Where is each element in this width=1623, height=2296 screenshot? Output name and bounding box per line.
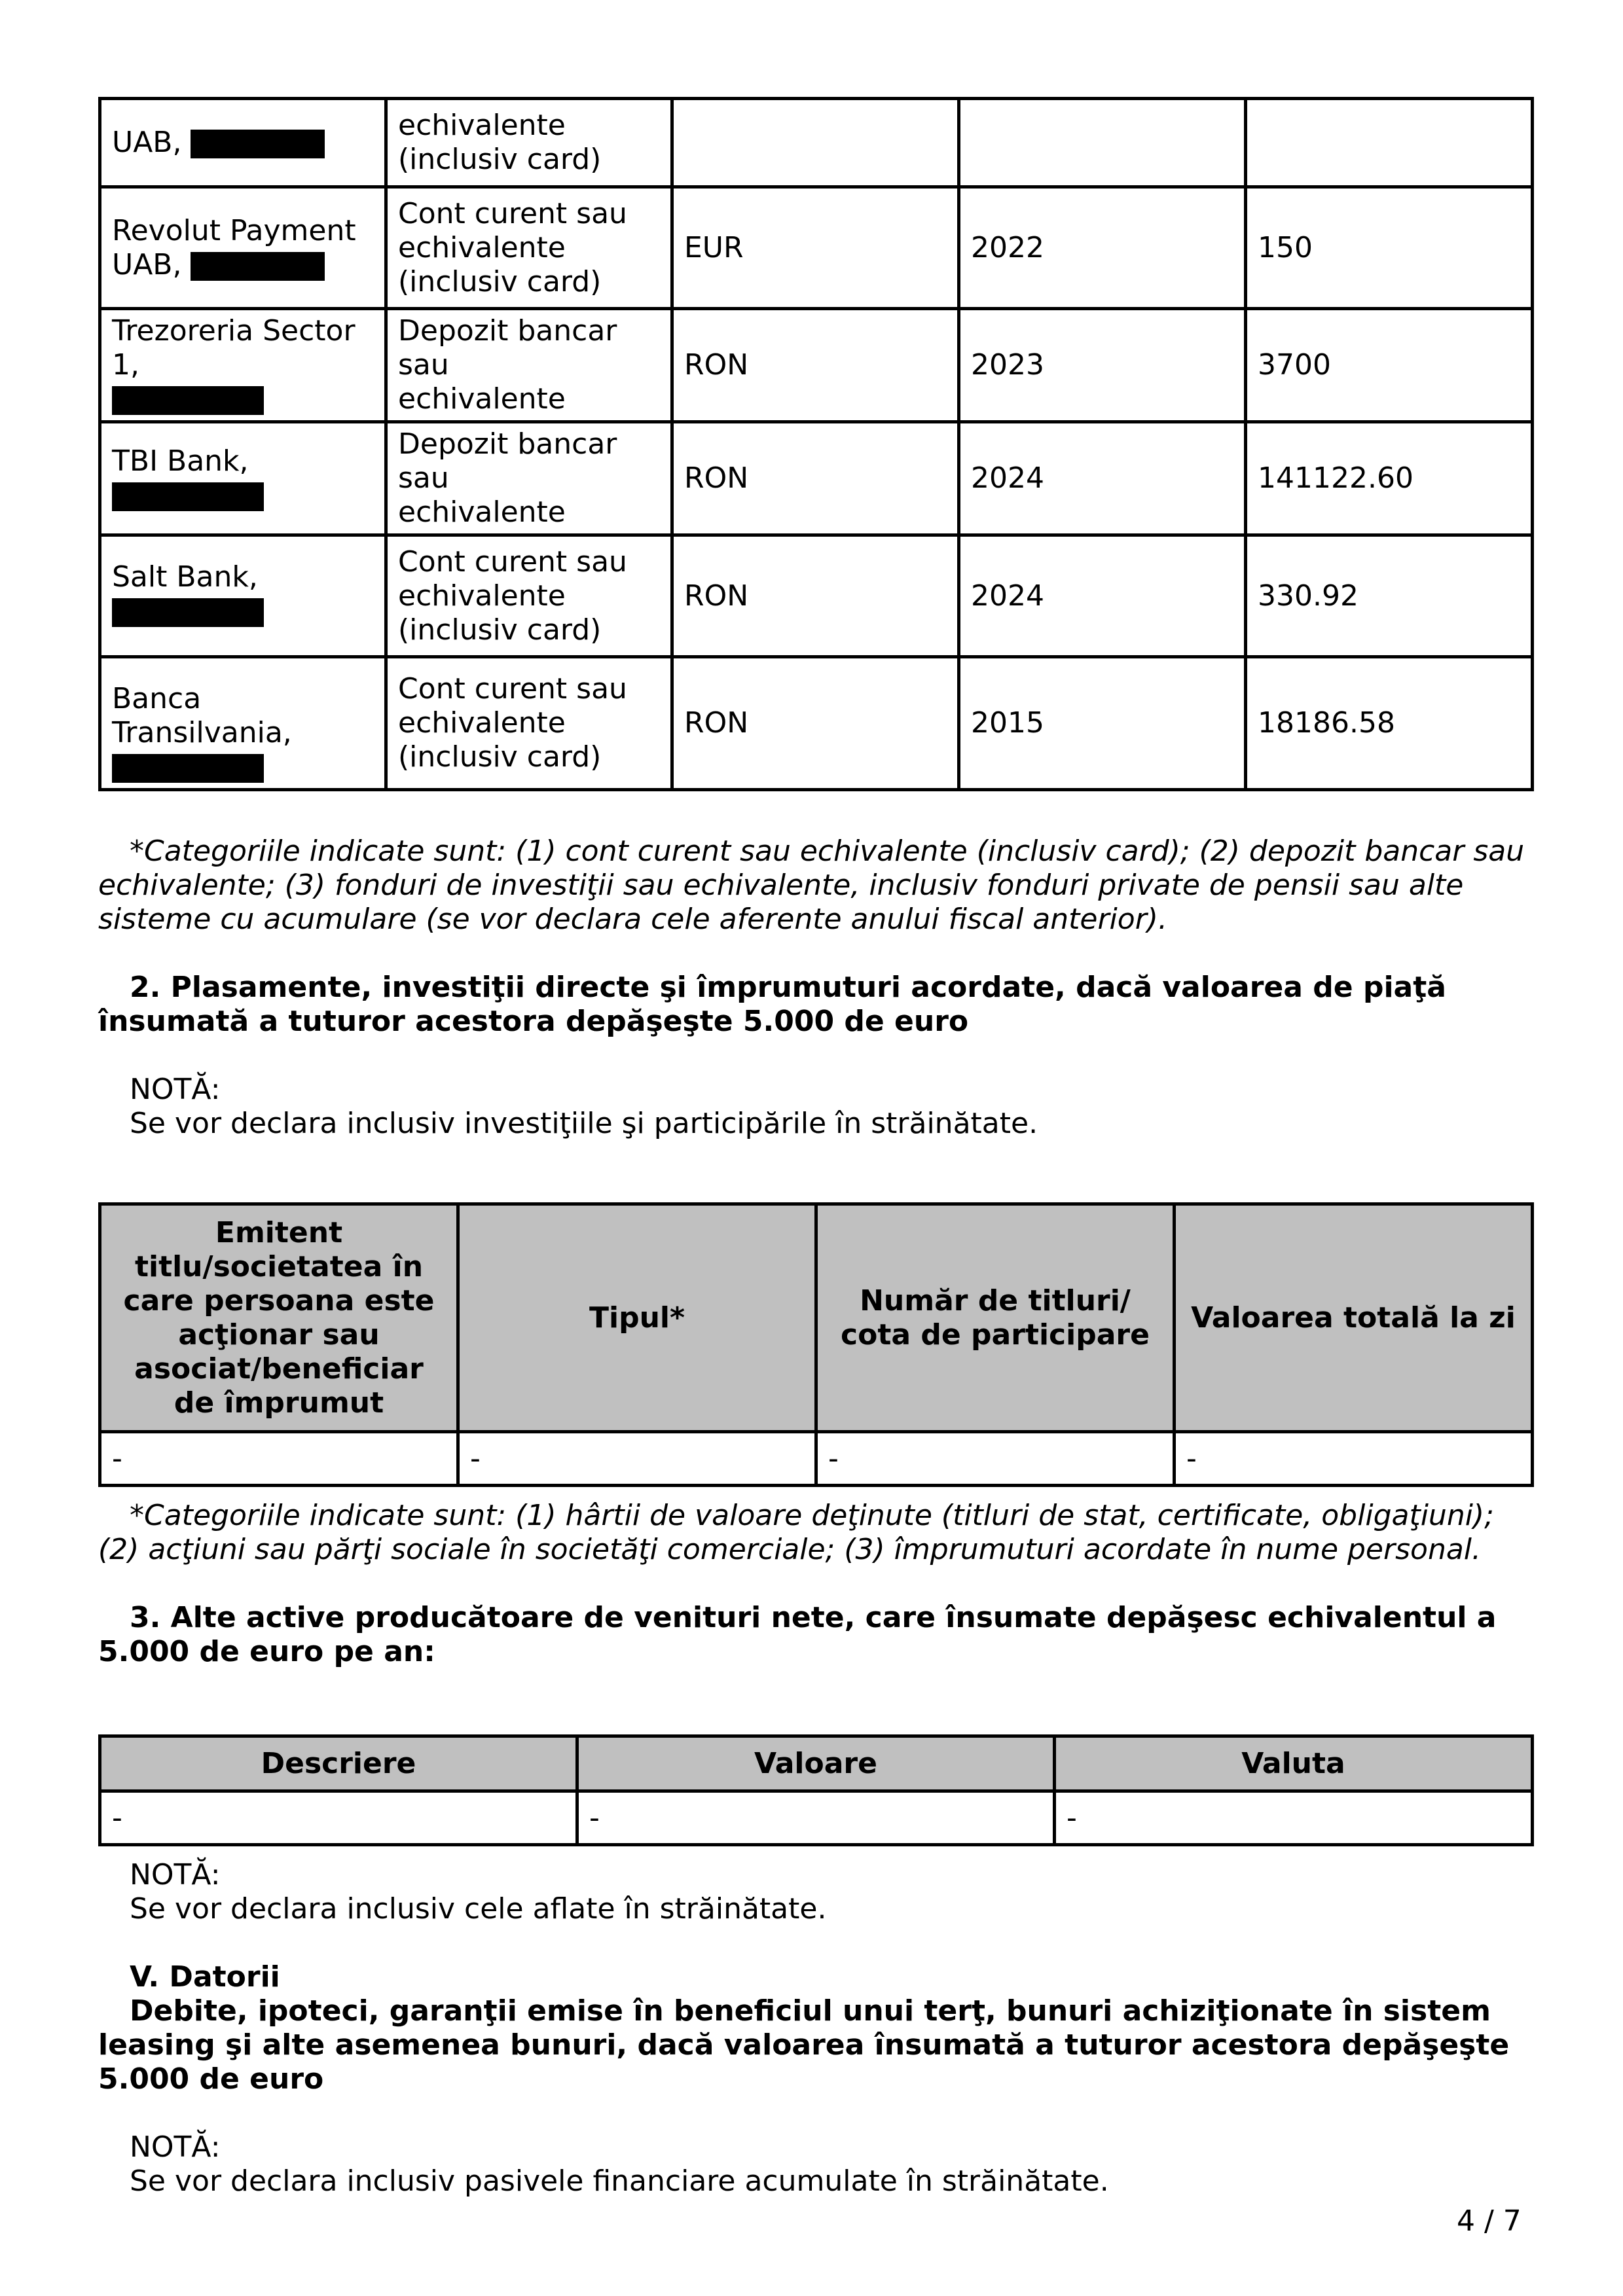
redacted-block xyxy=(191,130,325,158)
value-cell: 150 xyxy=(1246,187,1533,309)
institution-cell: Trezoreria Sector 1, xyxy=(100,309,386,422)
table-row xyxy=(100,657,1533,790)
nota-text: Se vor declara inclusiv cele aflate în străinătate. xyxy=(130,1892,827,1926)
year-cell: 2023 xyxy=(959,309,1246,422)
currency-cell xyxy=(672,99,959,187)
table-cell: - xyxy=(458,1432,816,1486)
other-assets-table xyxy=(98,1734,1534,1846)
nota-label: NOTĂ: xyxy=(130,1858,221,1892)
redacted-block xyxy=(112,482,264,511)
table-cell: - xyxy=(577,1791,1055,1845)
column-header: Valoarea totală la zi xyxy=(1175,1204,1533,1432)
currency-cell: RON xyxy=(672,309,959,422)
table-cell: - xyxy=(1055,1791,1533,1845)
categories-note: *Categoriile indicate sunt: (1) cont curent sau echivalente (inclusiv card); (2) depozit bancar sau echivalente; (3) fonduri de investiţii sau echivalente, inclusiv fonduri private de pensii sau alte sisteme cu acumulare (se vor declara cele aferente anului fiscal anterior). xyxy=(98,834,1525,936)
year-cell: 2024 xyxy=(959,422,1246,535)
year-cell: 2022 xyxy=(959,187,1246,309)
value-cell: 3700 xyxy=(1246,309,1533,422)
table-row xyxy=(100,309,1533,422)
year-cell: 2015 xyxy=(959,657,1246,790)
year-cell: 2024 xyxy=(959,535,1246,657)
table-cell: - xyxy=(100,1791,577,1845)
column-header: Valoare xyxy=(577,1736,1055,1791)
column-header: Descriere xyxy=(100,1736,577,1791)
type-cell: Cont curent sau echivalente (inclusiv card) xyxy=(386,535,672,657)
value-cell: 18186.58 xyxy=(1246,657,1533,790)
table-cell: - xyxy=(816,1432,1175,1486)
table-row xyxy=(100,1432,1533,1486)
section-5-title: V. Datorii xyxy=(130,1960,280,1994)
type-cell: Cont curent sau echivalente (inclusiv card) xyxy=(386,657,672,790)
redacted-block xyxy=(112,754,264,783)
value-cell: 330.92 xyxy=(1246,535,1533,657)
table-header-row xyxy=(100,1736,1533,1791)
institution-cell: UAB, xyxy=(100,99,386,187)
redacted-block xyxy=(191,252,325,281)
column-header: Emitent titlu/societatea în care persoana este acţionar sau asociat/beneficiar de împrumut xyxy=(100,1204,458,1432)
value-cell: 141122.60 xyxy=(1246,422,1533,535)
column-header: Tipul* xyxy=(458,1204,816,1432)
value-cell xyxy=(1246,99,1533,187)
redacted-block xyxy=(112,598,264,627)
categories-note: *Categoriile indicate sunt: (1) hârtii de valoare deţinute (titluri de stat, certificate, obligaţiuni); (2) acţiuni sau părţi sociale în societăţi comerciale; (3) împrumuturi acordate în nume personal. xyxy=(98,1499,1494,1566)
nota-text: Se vor declara inclusiv investiţiile şi participările în străinătate. xyxy=(130,1107,1038,1140)
table-row xyxy=(100,99,1533,187)
table-cell: - xyxy=(100,1432,458,1486)
currency-cell: RON xyxy=(672,535,959,657)
accounts-table xyxy=(98,97,1534,791)
table-cell: - xyxy=(1175,1432,1533,1486)
section-2-title: 2. Plasamente, investiţii directe şi împrumuturi acordate, dacă valoarea de piaţă însumată a tuturor acestora depăşeşte 5.000 de euro xyxy=(98,971,1446,1038)
table-row xyxy=(100,187,1533,309)
type-cell: Depozit bancar sau echivalente xyxy=(386,309,672,422)
table-row xyxy=(100,422,1533,535)
currency-cell: EUR xyxy=(672,187,959,309)
institution-cell: Banca Transilvania, xyxy=(100,657,386,790)
nota-label: NOTĂ: xyxy=(130,2130,221,2164)
page-number: 4 / 7 xyxy=(1457,2204,1522,2238)
page-content xyxy=(98,97,1531,2198)
column-header: Valuta xyxy=(1055,1736,1533,1791)
type-cell: Depozit bancar sau echivalente xyxy=(386,422,672,535)
column-header: Număr de titluri/ cota de participare xyxy=(816,1204,1175,1432)
section-3-title: 3. Alte active producătoare de venituri nete, care însumate depăşesc echivalentul a 5.000 de euro pe an: xyxy=(98,1601,1497,1668)
table-header-row xyxy=(100,1204,1533,1432)
type-cell: Cont curent sau echivalente (inclusiv card) xyxy=(386,187,672,309)
institution-cell: Revolut Payment UAB, xyxy=(100,187,386,309)
nota-text: Se vor declara inclusiv pasivele financiare acumulate în străinătate. xyxy=(130,2164,1109,2198)
institution-cell: Salt Bank, xyxy=(100,535,386,657)
table-row xyxy=(100,1791,1533,1845)
type-cell: echivalente (inclusiv card) xyxy=(386,99,672,187)
nota-label: NOTĂ: xyxy=(130,1073,221,1106)
year-cell xyxy=(959,99,1246,187)
redacted-block xyxy=(112,386,264,415)
investments-table xyxy=(98,1202,1534,1487)
table-row xyxy=(100,535,1533,657)
institution-cell: TBI Bank, xyxy=(100,422,386,535)
section-5-subtitle: Debite, ipoteci, garanţii emise în beneficiul unui terţ, bunuri achiziţionate în sistem leasing şi alte asemenea bunuri, dacă valoarea însumată a tuturor acestora depăşeşte 5.000 de euro xyxy=(98,1994,1510,2096)
currency-cell: RON xyxy=(672,422,959,535)
currency-cell: RON xyxy=(672,657,959,790)
